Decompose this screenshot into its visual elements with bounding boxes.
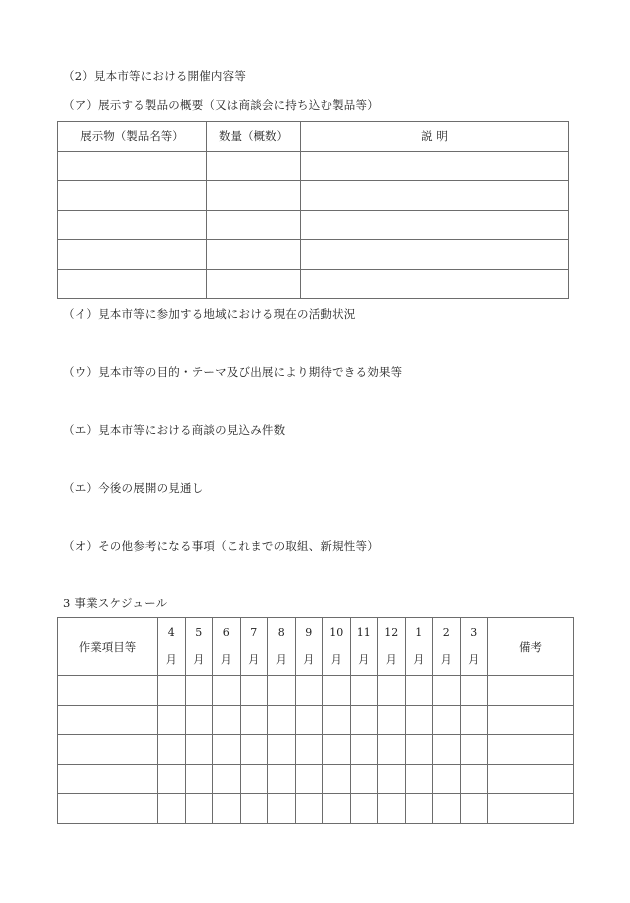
schedule-row xyxy=(58,735,574,765)
exhibit-cell[interactable] xyxy=(58,151,207,181)
month-cell[interactable] xyxy=(240,676,268,706)
month-number: 3 xyxy=(470,626,478,639)
table-row xyxy=(58,240,569,270)
exhibit-cell[interactable] xyxy=(58,210,207,240)
month-number: 9 xyxy=(305,626,313,639)
subsection-e2-heading: （エ）今後の展開の見通し xyxy=(63,481,204,495)
quantity-cell[interactable] xyxy=(207,269,301,299)
month-cell[interactable] xyxy=(405,794,433,824)
month-cell[interactable] xyxy=(295,735,323,765)
month-cell[interactable] xyxy=(268,705,296,735)
description-cell[interactable] xyxy=(301,151,569,181)
month-cell[interactable] xyxy=(405,735,433,765)
month-cell[interactable] xyxy=(350,705,378,735)
header-month xyxy=(185,618,213,676)
table-row xyxy=(58,181,569,211)
month-number: 2 xyxy=(442,626,450,639)
month-cell[interactable] xyxy=(185,764,213,794)
month-cell[interactable] xyxy=(268,676,296,706)
month-cell[interactable] xyxy=(295,794,323,824)
month-cell[interactable] xyxy=(433,676,461,706)
subsection-a-heading: （ア）展示する製品の概要（又は商談会に持ち込む製品等） xyxy=(63,98,379,112)
month-cell[interactable] xyxy=(295,676,323,706)
month-cell[interactable] xyxy=(295,705,323,735)
month-cell[interactable] xyxy=(378,764,406,794)
month-cell[interactable] xyxy=(323,705,351,735)
month-cell[interactable] xyxy=(268,794,296,824)
remarks-cell[interactable] xyxy=(488,735,574,765)
month-cell[interactable] xyxy=(405,676,433,706)
month-cell[interactable] xyxy=(460,794,488,824)
remarks-cell[interactable] xyxy=(488,705,574,735)
month-cell[interactable] xyxy=(460,764,488,794)
description-cell[interactable] xyxy=(301,181,569,211)
month-cell[interactable] xyxy=(185,735,213,765)
remarks-cell[interactable] xyxy=(488,794,574,824)
month-suffix: 月 xyxy=(330,653,342,666)
month-number: 8 xyxy=(277,626,285,639)
month-cell[interactable] xyxy=(213,735,241,765)
table-row xyxy=(58,151,569,181)
header-month xyxy=(378,618,406,676)
month-cell[interactable] xyxy=(295,764,323,794)
month-cell[interactable] xyxy=(378,705,406,735)
header-month xyxy=(350,618,378,676)
month-cell[interactable] xyxy=(433,705,461,735)
month-number: 7 xyxy=(250,626,258,639)
month-cell[interactable] xyxy=(433,735,461,765)
month-cell[interactable] xyxy=(378,735,406,765)
month-number: 4 xyxy=(167,626,175,639)
month-cell[interactable] xyxy=(350,764,378,794)
remarks-cell[interactable] xyxy=(488,676,574,706)
header-month xyxy=(460,618,488,676)
month-cell[interactable] xyxy=(158,676,186,706)
header-exhibit: 展示物（製品名等） xyxy=(58,122,207,152)
schedule-table xyxy=(57,617,574,824)
work-item-cell[interactable] xyxy=(58,676,158,706)
schedule-table-header xyxy=(58,618,574,676)
month-cell[interactable] xyxy=(323,764,351,794)
month-cell[interactable] xyxy=(158,764,186,794)
month-suffix: 月 xyxy=(275,653,287,666)
header-remarks: 備考 xyxy=(488,618,574,676)
month-cell[interactable] xyxy=(185,705,213,735)
month-cell[interactable] xyxy=(433,794,461,824)
month-cell[interactable] xyxy=(240,764,268,794)
month-cell[interactable] xyxy=(213,764,241,794)
month-number: 5 xyxy=(195,626,203,639)
header-work-item: 作業項目等 xyxy=(58,618,158,676)
header-month xyxy=(323,618,351,676)
month-number: 12 xyxy=(384,626,399,639)
month-cell[interactable] xyxy=(240,735,268,765)
month-suffix: 月 xyxy=(220,653,232,666)
month-cell[interactable] xyxy=(213,794,241,824)
month-number: 11 xyxy=(356,626,371,639)
quantity-cell[interactable] xyxy=(207,240,301,270)
month-cell[interactable] xyxy=(158,705,186,735)
products-table-header xyxy=(58,122,569,152)
work-item-cell[interactable] xyxy=(58,794,158,824)
month-number: 6 xyxy=(222,626,230,639)
header-month xyxy=(213,618,241,676)
month-cell[interactable] xyxy=(185,676,213,706)
month-cell[interactable] xyxy=(460,735,488,765)
schedule-row xyxy=(58,705,574,735)
description-cell[interactable] xyxy=(301,210,569,240)
month-suffix: 月 xyxy=(303,653,315,666)
subsection-e1-heading: （エ）見本市等における商談の見込み件数 xyxy=(63,423,286,437)
month-cell[interactable] xyxy=(350,794,378,824)
exhibit-cell[interactable] xyxy=(58,181,207,211)
month-cell[interactable] xyxy=(433,764,461,794)
month-cell[interactable] xyxy=(158,794,186,824)
remarks-cell[interactable] xyxy=(488,764,574,794)
month-cell[interactable] xyxy=(405,705,433,735)
header-month xyxy=(405,618,433,676)
month-cell[interactable] xyxy=(378,794,406,824)
subsection-i-heading: （イ）見本市等に参加する地域における現在の活動状況 xyxy=(63,307,356,321)
section-3-heading: 3 事業スケジュール xyxy=(63,596,168,610)
month-cell[interactable] xyxy=(268,764,296,794)
schedule-row xyxy=(58,764,574,794)
header-month xyxy=(240,618,268,676)
subsection-u-heading: （ウ）見本市等の目的・テーマ及び出展により期待できる効果等 xyxy=(63,365,403,379)
header-month xyxy=(158,618,186,676)
month-cell[interactable] xyxy=(240,705,268,735)
exhibit-cell[interactable] xyxy=(58,240,207,270)
month-cell[interactable] xyxy=(460,676,488,706)
month-suffix: 月 xyxy=(413,653,425,666)
work-item-cell[interactable] xyxy=(58,764,158,794)
month-number: 10 xyxy=(329,626,344,639)
description-cell[interactable] xyxy=(301,240,569,270)
month-cell[interactable] xyxy=(213,705,241,735)
work-item-cell[interactable] xyxy=(58,705,158,735)
quantity-cell[interactable] xyxy=(207,151,301,181)
products-table xyxy=(57,121,569,299)
table-row xyxy=(58,210,569,240)
month-cell[interactable] xyxy=(460,705,488,735)
month-cell[interactable] xyxy=(268,735,296,765)
month-suffix: 月 xyxy=(248,653,260,666)
month-cell[interactable] xyxy=(378,676,406,706)
header-description: 説 明 xyxy=(301,122,569,152)
month-cell[interactable] xyxy=(405,764,433,794)
month-cell[interactable] xyxy=(350,735,378,765)
month-cell[interactable] xyxy=(185,794,213,824)
quantity-cell[interactable] xyxy=(207,181,301,211)
description-cell[interactable] xyxy=(301,269,569,299)
header-quantity: 数量（概数） xyxy=(207,122,301,152)
header-month xyxy=(268,618,296,676)
month-suffix: 月 xyxy=(468,653,480,666)
header-month xyxy=(295,618,323,676)
quantity-cell[interactable] xyxy=(207,210,301,240)
month-number: 1 xyxy=(415,626,423,639)
month-cell[interactable] xyxy=(158,735,186,765)
work-item-cell[interactable] xyxy=(58,735,158,765)
table-row xyxy=(58,269,569,299)
month-suffix: 月 xyxy=(358,653,370,666)
month-cell[interactable] xyxy=(323,676,351,706)
month-cell[interactable] xyxy=(240,794,268,824)
subsection-o-heading: （オ）その他参考になる事項（これまでの取組、新規性等） xyxy=(63,539,379,553)
section-2-heading: （2）見本市等における開催内容等 xyxy=(63,69,247,83)
schedule-row xyxy=(58,676,574,706)
schedule-row xyxy=(58,794,574,824)
month-suffix: 月 xyxy=(165,653,177,666)
month-suffix: 月 xyxy=(193,653,205,666)
exhibit-cell[interactable] xyxy=(58,269,207,299)
month-cell[interactable] xyxy=(323,794,351,824)
month-cell[interactable] xyxy=(350,676,378,706)
month-cell[interactable] xyxy=(213,676,241,706)
header-month xyxy=(433,618,461,676)
month-suffix: 月 xyxy=(385,653,397,666)
month-suffix: 月 xyxy=(440,653,452,666)
month-cell[interactable] xyxy=(323,735,351,765)
